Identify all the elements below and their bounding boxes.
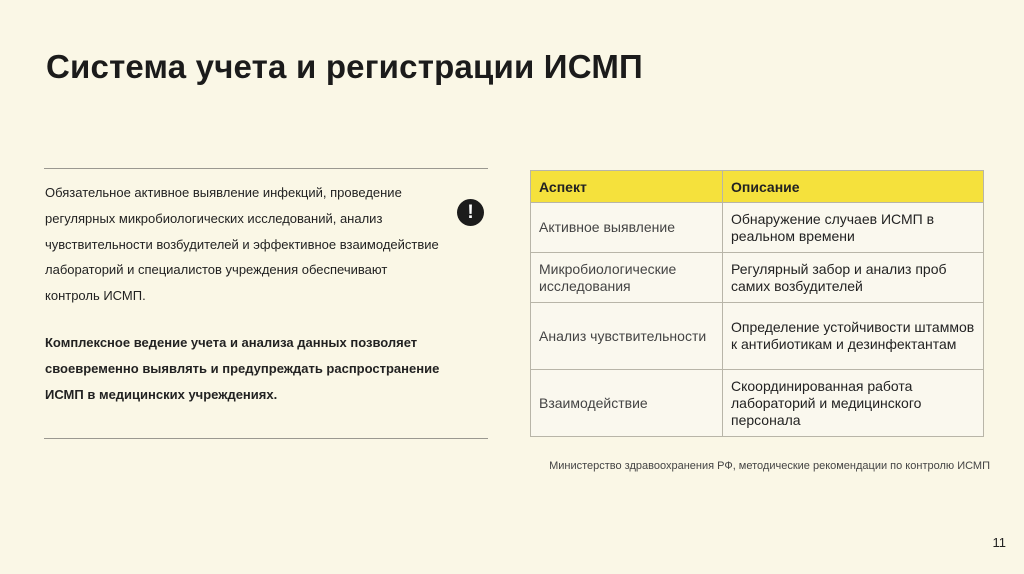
table-row (531, 370, 984, 437)
cell-description: Скоординированная работа лабораторий и медицинского персонала (723, 370, 984, 437)
divider-bottom (44, 438, 488, 439)
table-row (531, 303, 984, 370)
table-row (531, 203, 984, 253)
header-aspect: Аспект (531, 171, 723, 203)
cell-description: Обнаружение случаев ИСМП в реальном времени (723, 203, 984, 253)
aspects-table (530, 170, 984, 437)
divider-top (44, 168, 488, 169)
cell-aspect: Взаимодействие (531, 370, 723, 437)
exclamation-icon: ! (457, 199, 484, 226)
header-description: Описание (723, 171, 984, 203)
cell-aspect: Активное выявление (531, 203, 723, 253)
page-number: 11 (992, 535, 1006, 550)
source-citation: Министерство здравоохранения РФ, методические рекомендации по контролю ИСМП (549, 460, 990, 472)
cell-description: Регулярный забор и анализ проб самих возбудителей (723, 253, 984, 303)
cell-description: Определение устойчивости штаммов к антибиотикам и дезинфектантам (723, 303, 984, 370)
slide-title: Система учета и регистрации ИСМП (46, 48, 643, 85)
cell-aspect: Анализ чувствительности (531, 303, 723, 370)
intro-paragraph: Обязательное активное выявление инфекций, проведение регулярных микробиологических исследований, анализ чувствительности возбудителей и эффективное взаимодействие лабораторий и специалистов учреждения обеспечивают контроль ИСМП. (45, 185, 439, 304)
table-header-row (531, 171, 984, 203)
table-row (531, 253, 984, 303)
summary-paragraph: Комплексное ведение учета и анализа данных позволяет своевременно выявлять и предупреждать распространение ИСМП в медицинских учреждениях. (45, 335, 440, 402)
cell-aspect: Микробиологические исследования (531, 253, 723, 303)
